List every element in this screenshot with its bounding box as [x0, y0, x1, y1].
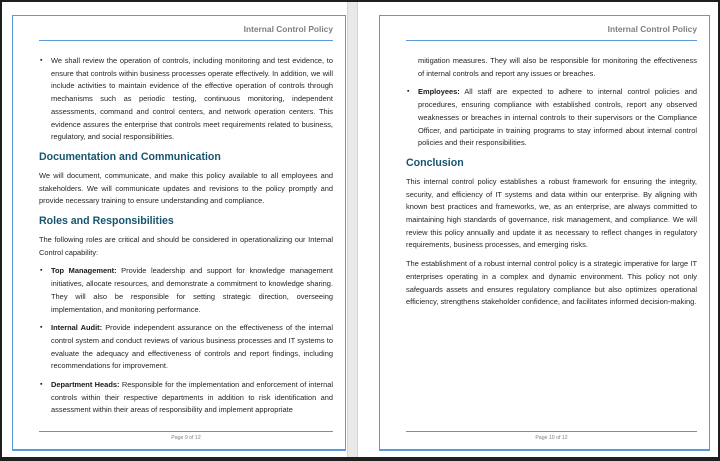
role-text: Provide independent assurance on the effectiveness of the internal control system and conduct reviews of various business processes and IT systems to evaluate the adequacy and effectiveness of controls and report findings, including recommendations for improvement.	[51, 323, 333, 371]
role-item-employees	[406, 86, 697, 150]
bullet-icon: ▪	[40, 324, 43, 332]
role-text: Responsible for the implementation and enforcement of internal controls within their respective departments in addition to risk identification and assessment within their areas of responsibility and implement appropriate	[51, 380, 333, 415]
role-title: Internal Audit:	[51, 323, 103, 333]
document-viewer	[2, 2, 718, 457]
bullet-icon: ▪	[40, 267, 43, 275]
role-title: Department Heads:	[51, 380, 120, 390]
section-paragraph: The following roles are critical and should be considered in operationalizing our Internal Control capability:	[39, 235, 333, 257]
role-title: Top Management:	[51, 266, 117, 276]
page-gutter	[347, 2, 358, 457]
bullet-list	[39, 55, 333, 144]
role-text: All staff are expected to adhere to internal control policies and procedures, ensuring compliance with established controls, report any observed weaknesses or breaches in internal controls to their supervisors or the Compliance Officer, and participate in training programs to stay informed about internal control policies and their responsibilities.	[418, 87, 697, 148]
role-item-department-heads	[39, 379, 333, 417]
role-title: Employees:	[418, 87, 460, 97]
section-heading-conclusion: Conclusion	[406, 156, 464, 169]
page-footer: Page 9 of 12	[39, 431, 333, 441]
section-paragraph: We will document, communicate, and make this policy available to all employees and stakeholders. We will communicate updates and revisions to the policy promptly and provide necessary training to ensure understanding and compliance.	[39, 170, 333, 206]
bullet-icon: ▪	[407, 88, 410, 96]
conclusion-paragraph: This internal control policy establishes a robust framework for ensuring the integrity, security, and efficiency of IT systems and data within our enterprise. By aligning with known best practices and frameworks, we, as an enterprise, are always committed to maintaining high standards of governance, risk management, and compliance. We will review this policy annually and update it as necessary to reflect changes in regulatory requirements, business processes, and emerging risks.	[406, 176, 697, 250]
page-footer: Page 10 of 12	[406, 431, 697, 441]
page-9	[12, 15, 346, 451]
role-item-internal-audit	[39, 322, 333, 373]
role-text: Provide leadership and support for knowledge management initiatives, allocate resources, and demonstrate a commitment to knowledge sharing. They will also be responsible for setting strategic direction, overseeing implementation, and monitoring performance.	[51, 266, 333, 314]
page-10	[379, 15, 710, 451]
conclusion-paragraph: The establishment of a robust internal control policy is a strategic imperative for large IT enterprises operating in a complex and dynamic environment. This policy not only safeguards assets and ensures regulatory compliance but also optimizes operational efficiency, strengthens stakeholder confidence, and facilitates informed decision-making.	[406, 259, 697, 307]
roles-list	[406, 86, 697, 150]
section-heading-documentation: Documentation and Communication	[39, 150, 221, 163]
role-item-top-management	[39, 265, 333, 316]
bullet-icon: ▪	[40, 57, 43, 64]
roles-list	[39, 265, 333, 417]
bullet-icon: ▪	[40, 381, 43, 389]
page-body	[39, 55, 333, 423]
page-header: Internal Control Policy	[406, 24, 697, 41]
list-item-text: We shall review the operation of controls, including monitoring and test evidence, to ensure that controls within business processes operate effectively. In addition, we will include activities to maintain evidence of the effective operation of controls through mechanisms such as periodic testing, continuous monitoring, independent assessments, command and control centers, and network operation centers. This evidence assures the enterprise that controls meet requirements related to business, regulatory, and social responsibilities.	[51, 56, 333, 142]
page-body	[406, 55, 697, 315]
page-header: Internal Control Policy	[39, 24, 333, 41]
list-item	[39, 55, 333, 144]
list-item-continuation: mitigation measures. They will also be responsible for monitoring the effectiveness of internal controls and report any issues or breaches.	[418, 56, 697, 78]
section-heading-roles: Roles and Responsibilities	[39, 215, 174, 228]
